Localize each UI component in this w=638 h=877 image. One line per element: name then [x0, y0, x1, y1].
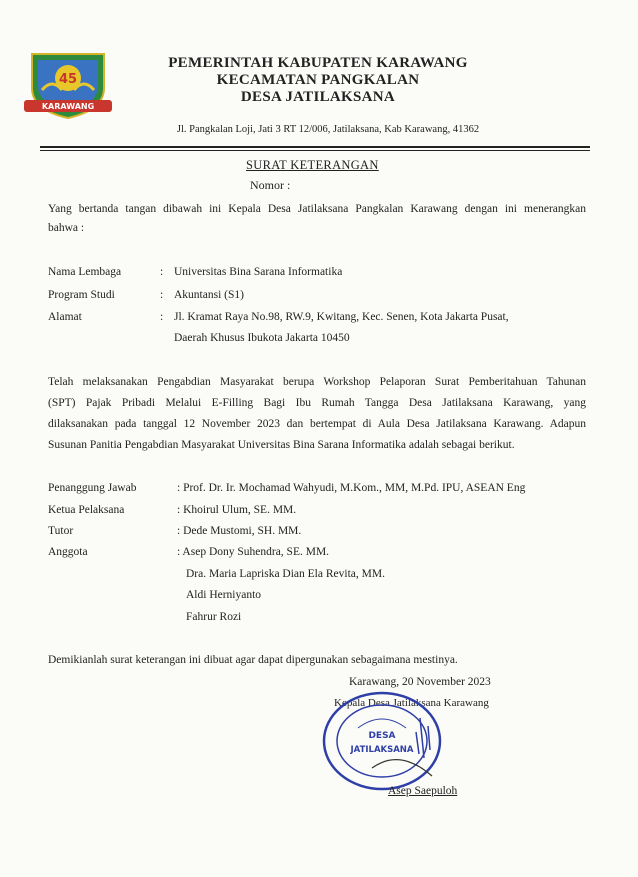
signature-place-date: Karawang, 20 November 2023	[349, 676, 491, 688]
address-label: Alamat	[48, 311, 82, 323]
intro-line-1: Yang bertanda tangan dibawah ini Kepala Desa Jatilaksana Pangkalan Karawang dengan ini menerangkan	[48, 203, 586, 215]
address-separator: :	[160, 311, 164, 323]
ketua-value: : Khoirul Ulum, SE. MM.	[177, 504, 297, 516]
program-value: Akuntansi (S1)	[174, 289, 244, 301]
institution-name-separator: :	[160, 266, 164, 278]
address-value-2: Daerah Khusus Ibukota Jakarta 10450	[174, 332, 350, 344]
anggota-value-4: Fahrur Rozi	[186, 611, 242, 623]
regency-logo	[22, 48, 114, 120]
tutor-label: Tutor	[48, 525, 74, 537]
logo-banner: KARAWANG	[41, 102, 95, 111]
pj-label: Penanggung Jawab	[48, 482, 137, 494]
letter-title: SURAT KETERANGAN	[246, 158, 379, 172]
header-address: Jl. Pangkalan Loji, Jati 3 RT 12/006, Jatilaksana, Kab Karawang, 41362	[176, 124, 480, 135]
institution-name-label: Nama Lembaga	[48, 266, 122, 278]
header-divider	[40, 146, 590, 148]
header-divider-thin	[40, 150, 590, 151]
anggota-value-2: Dra. Maria Lapriska Dian Ela Revita, MM.	[186, 568, 385, 580]
body-line-4: Susunan Panitia Pengabdian Masyarakat Universitas Bina Sarana Informatika adalah sebagai berikut.	[48, 439, 515, 451]
header-government: PEMERINTAH KABUPATEN KARAWANG	[168, 55, 468, 71]
tutor-value: : Dede Mustomi, SH. MM.	[177, 525, 302, 537]
address-value-1: Jl. Kramat Raya No.98, RW.9, Kwitang, Kec. Senen, Kota Jakarta Pusat,	[174, 311, 509, 323]
logo-number: 45	[58, 72, 78, 87]
stamp-village-text: JATILAKSANA	[350, 745, 414, 755]
body-line-1: Telah melaksanakan Pengabdian Masyarakat berupa Workshop Pelaporan Surat Pemberitahuan Tahunan	[48, 376, 586, 388]
anggota-label: Anggota	[48, 546, 88, 558]
body-line-3: dilaksanakan pada tanggal 12 November 2023 dan bertempat di Aula Desa Jatilaksana Karawang. Adapun	[48, 418, 586, 430]
signatory-name: Asep Saepuloh	[388, 785, 458, 797]
signature-position: Kepala Desa Jatilaksana Karawang	[334, 697, 489, 709]
institution-name-value: Universitas Bina Sarana Informatika	[174, 266, 343, 278]
program-separator: :	[160, 289, 164, 301]
body-line-2: (SPT) Pajak Pribadi Melalui E-Filling Bagi Ibu Rumah Tangga Desa Jatilaksana Karawang, yang	[48, 397, 586, 409]
pj-value: : Prof. Dr. Ir. Mochamad Wahyudi, M.Kom., MM, M.Pd. IPU, ASEAN Eng	[177, 482, 526, 494]
closing-statement: Demikianlah surat keterangan ini dibuat agar dapat dipergunakan sebagaimana mestinya.	[48, 654, 458, 666]
anggota-value-1: : Asep Dony Suhendra, SE. MM.	[177, 546, 330, 558]
stamp-desa-text: DESA	[368, 731, 396, 741]
anggota-value-3: Aldi Herniyanto	[186, 589, 262, 601]
village-stamp	[320, 688, 452, 794]
letter-number: Nomor :	[250, 178, 291, 192]
intro-line-2: bahwa :	[48, 222, 85, 234]
program-label: Program Studi	[48, 289, 115, 301]
ketua-label: Ketua Pelaksana	[48, 504, 125, 516]
header-village: DESA JATILAKSANA	[240, 89, 396, 105]
header-district: KECAMATAN PANGKALAN	[216, 72, 420, 88]
